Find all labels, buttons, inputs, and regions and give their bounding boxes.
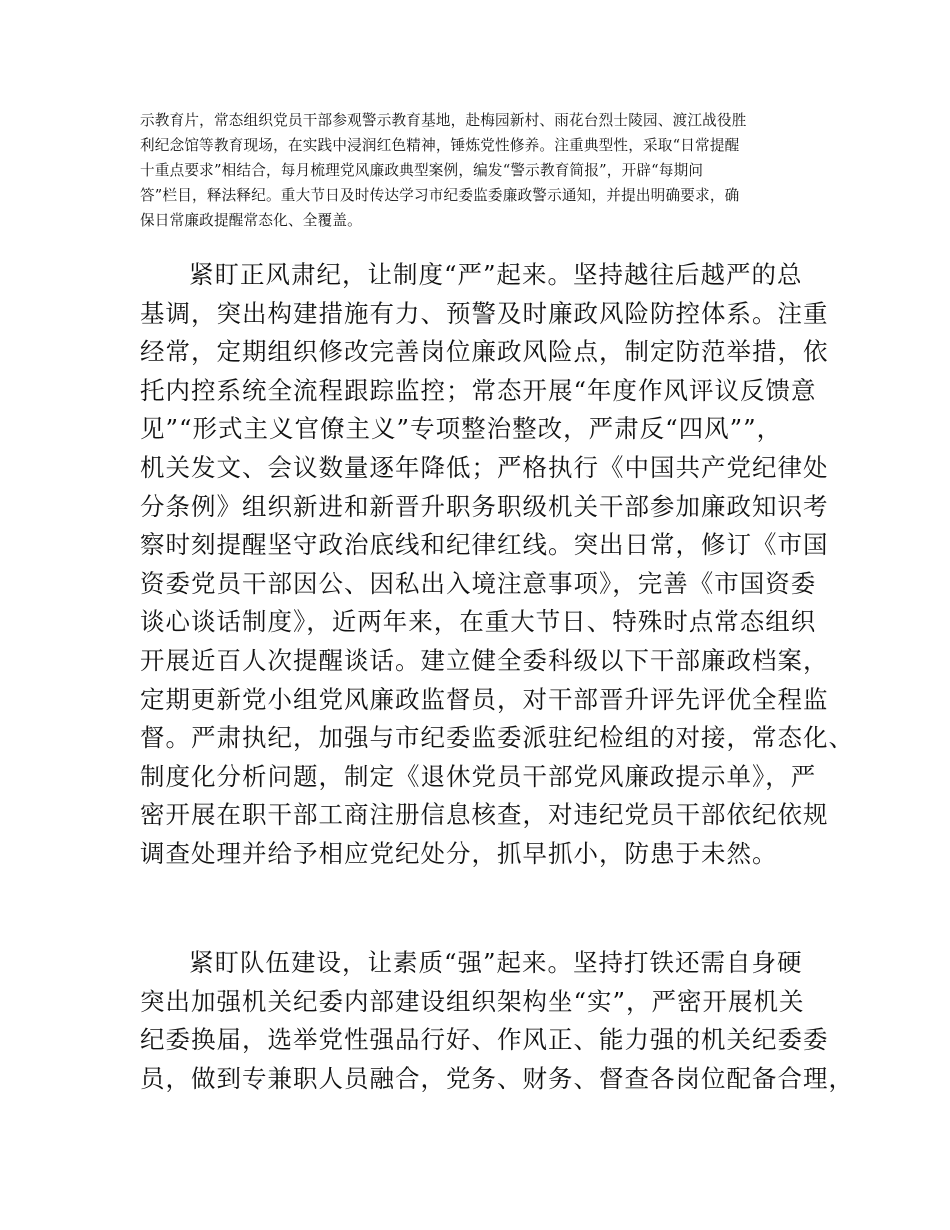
text-line: 开展近百人次提醒谈话。建立健全委科级以下干部廉政档案， — [140, 645, 829, 675]
text-line: 利纪念馆等教育现场，在实践中浸润红色精神，锤炼党性修养。注重典型性，采取“日常提醒 — [140, 137, 740, 154]
text-line: 基调，突出构建措施有力、预警及时廉政风险防控体系。注重 — [140, 298, 829, 328]
text-line: 托内控系统全流程跟踪监控；常态开展“年度作风评议反馈意 — [140, 375, 817, 405]
text-line: 密开展在职干部工商注册信息核查，对违纪党员干部依纪依规 — [140, 800, 829, 830]
text-line: 员，做到专兼职人员融合，党务、财务、督查各岗位配备合理， — [140, 1063, 854, 1093]
text-line: 定期更新党小组党风廉政监督员，对干部晋升评先评优全程监 — [140, 684, 829, 714]
text-line: 察时刻提醒坚守政治底线和纪律红线。突出日常，修订《市国 — [140, 530, 829, 560]
text-line: 示教育片，常态组织党员干部参观警示教育基地，赴梅园新村、雨花台烈士陵园、渡江战役胜 — [140, 112, 747, 129]
text-line: 十重点要求”相结合，每月梳理党风廉政典型案例，编发“警示教育简报”，开辟“每期问 — [140, 162, 704, 179]
text-line: 分条例》组织新进和新晋升职务职级机关干部参加廉政知识考 — [140, 491, 829, 521]
paragraph-team-building — [140, 944, 854, 1098]
paragraph-continued — [140, 108, 830, 233]
text-line: 经常，定期组织修改完善岗位廉政风险点，制定防范举措，依 — [140, 337, 829, 367]
text-line: 紧盯正风肃纪，让制度“严”起来。坚持越往后越严的总 — [189, 260, 803, 289]
text-line: 突出加强机关纪委内部建设组织架构坐“实”，严密开展机关 — [140, 986, 805, 1016]
paragraph-discipline — [140, 256, 854, 874]
text-line: 调查处理并给予相应党纪处分，抓早抓小，防患于未然。 — [140, 838, 778, 868]
text-line: 制度化分析问题，制定《退休党员干部党风廉政提示单》，严 — [140, 761, 817, 791]
text-line: 纪委换届，选举党性强品行好、作风正、能力强的机关纪委委 — [140, 1025, 829, 1055]
text-line: 谈心谈话制度》，近两年来，在重大节日、特殊时点常态组织 — [140, 607, 817, 637]
text-line: 资委党员干部因公、因私出入境注意事项》，完善《市国资委 — [140, 568, 817, 598]
text-line: 紧盯队伍建设，让素质“强”起来。坚持打铁还需自身硬 — [189, 948, 803, 977]
text-line: 保日常廉政提醒常态化、全覆盖。 — [140, 212, 362, 229]
text-line: 督。严肃执纪，加强与市纪委监委派驻纪检组的对接，常态化、 — [140, 723, 854, 753]
text-line: 答”栏目，释法释纪。重大节日及时传达学习市纪委监委廉政警示通知，并提出明确要求，确 — [140, 187, 740, 204]
text-line: 见”“形式主义官僚主义”专项整治整改，严肃反“四风””， — [140, 414, 783, 444]
text-line: 机关发文、会议数量逐年降低；严格执行《中国共产党纪律处 — [140, 452, 829, 482]
